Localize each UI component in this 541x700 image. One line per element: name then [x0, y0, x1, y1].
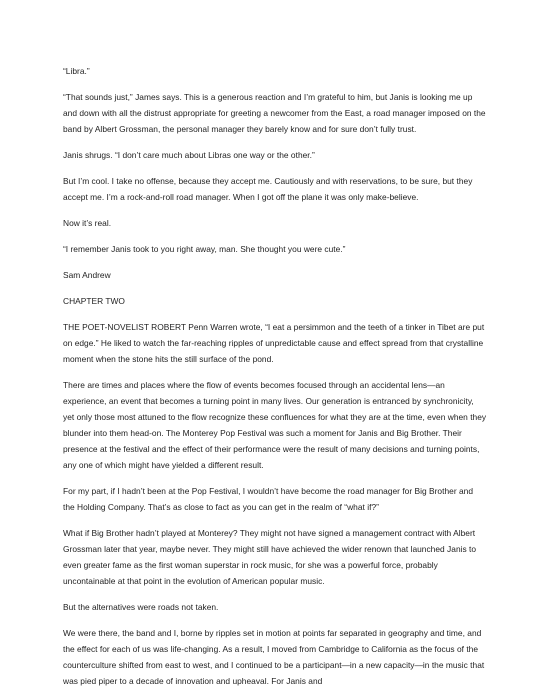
paragraph-we-were-there: We were there, the band and I, borne by ripples set in motion at points far separated in geography and time, and the effect for each of us was life-changing. As a result, I moved from Cambridge to California as the focus of the counterculture shifted from east to west, and I continued to be a participant—in a new capacity—in the music that was pied piper to a decade of innovation and upheaval. For Janis and — [63, 628, 485, 686]
paragraph-poet-novelist: THE POET-NOVELIST ROBERT Penn Warren wrote, “I eat a persimmon and the teeth of a tinker in Tibet are put on edge.” He liked to watch the far-reaching ripples of unpredictable cause and effect spread from that crystalline moment when the stone hits the still surface of the pond. — [63, 322, 485, 364]
paragraph-quote-janis-took-to-you: “I remember Janis took to you right away, man. She thought you were cute.” — [63, 244, 346, 254]
quote-attribution: Sam Andrew — [63, 270, 111, 280]
chapter-heading: CHAPTER TWO — [63, 296, 125, 306]
paragraph-but-im-cool: But I’m cool. I take no offense, because they accept me. Cautiously and with reservations, to be sure, but they accept me. I’m a rock-and-roll road manager. When I got off the plane it was only make-believe. — [63, 176, 473, 202]
paragraph-now-its-real: Now it’s real. — [63, 218, 112, 228]
paragraph-that-sounds-just: “That sounds just,” James says. This is a generous reaction and I’m grateful to him, but Janis is looking me up and down with all the distrust appropriate for greeting a newcomer from the East, a road manager imposed on the band by Albert Grossman, the personal manager they barely know and for sure don’t fully trust. — [63, 92, 486, 134]
paragraph-times-and-places: There are times and places where the flow of events becomes focused through an accidental lens—an experience, an event that becomes a turning point in many lives. Our generation is entranced by synchronicity, yet only those most attuned to the flow recognize these confluences for what they are at the time, even when they blunder into them head-on. The Monterey Pop Festival was such a moment for Janis and Big Brother. Their presence at the festival and the effect of their performance were the result of many decisions and turning points, any one of which might have yielded a different result. — [63, 380, 487, 470]
paragraph-janis-shrugs: Janis shrugs. “I don’t care much about Libras one way or the other.” — [63, 150, 315, 160]
paragraph-alternatives: But the alternatives were roads not taken. — [63, 602, 219, 612]
paragraph-what-if: What if Big Brother hadn’t played at Monterey? They might not have signed a management contract with Albert Grossman later that year, maybe never. They might still have achieved the wider renown that launched Janis to even greater fame as the first woman superstar in rock music, for she was a powerful force, probably uncontainable at that point in the evolution of American popular music. — [63, 528, 477, 586]
paragraph-for-my-part: For my part, if I hadn’t been at the Pop Festival, I wouldn’t have become the road manager for Big Brother and the Holding Company. That’s as close to fact as you can get in the realm of “what if?” — [63, 486, 474, 512]
paragraph-libra: “Libra.” — [63, 66, 90, 76]
